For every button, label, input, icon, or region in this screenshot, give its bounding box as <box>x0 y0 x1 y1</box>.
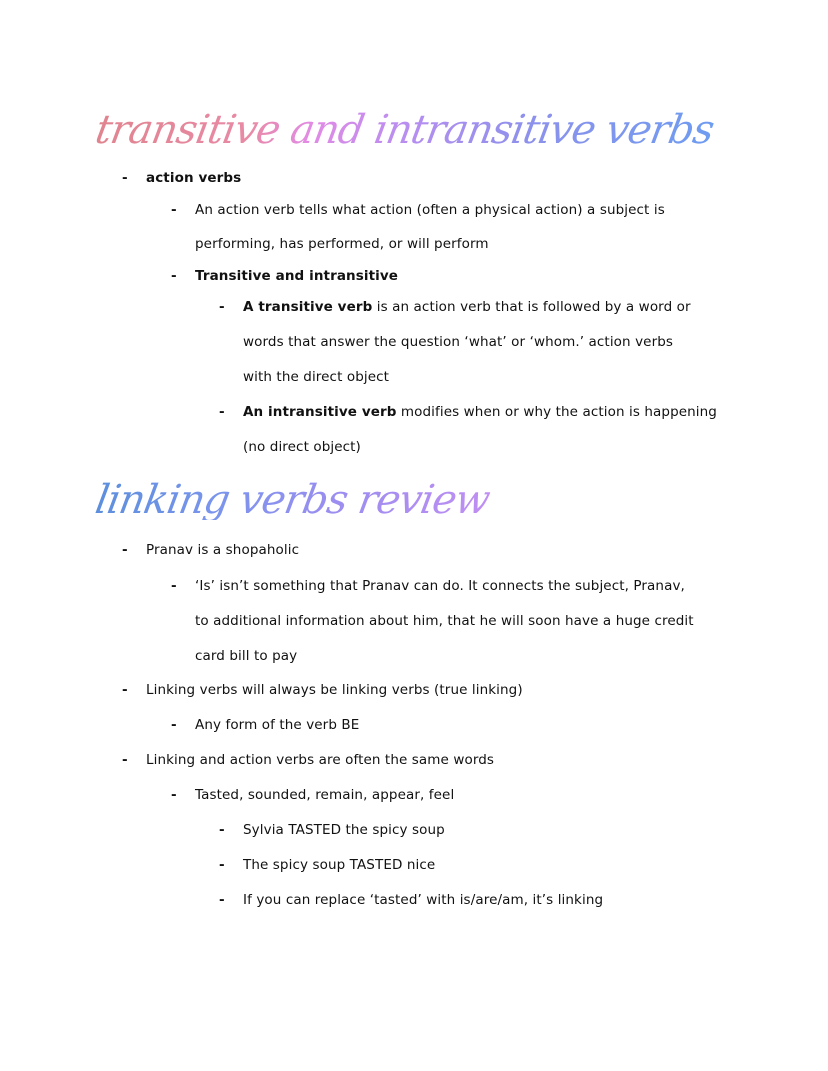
list-item-text: (no direct object) <box>243 439 361 455</box>
list-item-text: If you can replace ‘tasted’ with is/are/am, it’s linking <box>243 892 604 908</box>
term-intransitive-verb: An intransitive verb <box>243 404 397 420</box>
list-item-text: Transitive and intransitive <box>195 268 399 284</box>
bullet-dash: - <box>219 404 225 420</box>
list-item-text: performing, has performed, or will perform <box>195 236 489 252</box>
bullet-dash: - <box>219 857 225 873</box>
bullet-dash: - <box>122 752 128 768</box>
section-heading-transitive: transitive and intransitive verbs <box>91 107 718 153</box>
list-item-text: Linking verbs will always be linking verbs (true linking) <box>146 682 523 698</box>
list-item-text: Linking and action verbs are often the same words <box>146 752 495 768</box>
bullet-dash: - <box>122 682 128 698</box>
list-item-text: Tasted, sounded, remain, appear, feel <box>195 787 455 803</box>
list-item-text: card bill to pay <box>195 648 298 664</box>
bullet-dash: - <box>219 892 225 908</box>
definition-text: modifies when or why the action is happening <box>396 404 717 420</box>
bullet-dash: - <box>219 822 225 838</box>
definition-text: is an action verb that is followed by a word or <box>372 299 691 315</box>
list-item-text: Sylvia TASTED the spicy soup <box>243 822 445 838</box>
bullet-dash: - <box>122 542 128 558</box>
bullet-dash: - <box>171 717 177 733</box>
list-item-text: The spicy soup TASTED nice <box>243 857 436 873</box>
list-item-text: action verbs <box>146 170 242 186</box>
section-heading-linking: linking verbs review <box>91 477 493 523</box>
list-item-text: An action verb tells what action (often a physical action) a subject is <box>195 202 665 218</box>
bullet-dash: - <box>171 787 177 803</box>
bullet-dash: - <box>122 170 128 186</box>
list-item-text: Any form of the verb BE <box>195 717 360 733</box>
bullet-dash: - <box>171 202 177 218</box>
list-item-text: ‘Is’ isn’t something that Pranav can do. It connects the subject, Pranav, <box>195 578 685 594</box>
bullet-dash: - <box>171 578 177 594</box>
list-item-text: Pranav is a shopaholic <box>146 542 300 558</box>
list-item-text: with the direct object <box>243 369 390 385</box>
list-item-text <box>243 395 717 430</box>
bullet-dash: - <box>219 299 225 315</box>
list-item-text <box>243 290 691 325</box>
term-transitive-verb: A transitive verb <box>243 299 373 315</box>
list-item-text: words that answer the question ‘what’ or ‘whom.’ action verbs <box>243 334 674 350</box>
bullet-dash: - <box>171 268 177 284</box>
list-item-text: to additional information about him, that he will soon have a huge credit <box>195 613 694 629</box>
